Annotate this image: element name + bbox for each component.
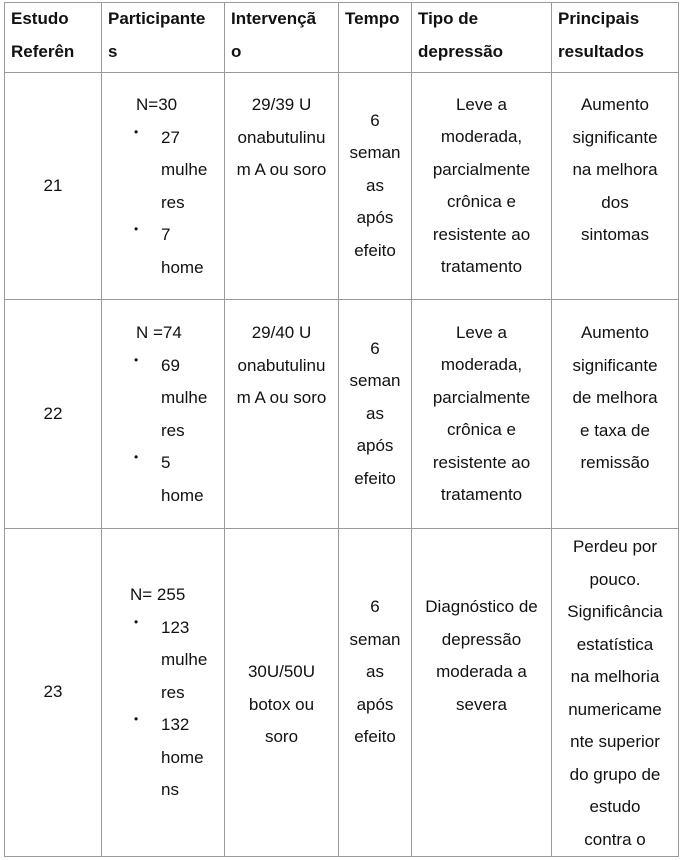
time-cell-line: as xyxy=(366,662,384,681)
participants-group-line: 123 xyxy=(161,617,190,637)
header-line: Referên xyxy=(11,41,75,61)
reference-number: 23 xyxy=(43,682,63,702)
time-cell-line: as xyxy=(366,403,384,423)
header-line: Estudo xyxy=(11,9,69,28)
results-cell-line: contra o xyxy=(584,829,646,849)
time-cell-line: seman xyxy=(349,371,401,391)
intervention-cell-line: botox ou xyxy=(248,694,315,714)
participants-group-line: res xyxy=(161,192,185,212)
depression-type-cell xyxy=(412,300,552,529)
intervention-cell xyxy=(225,529,339,857)
results-cell xyxy=(552,73,679,300)
time-cell-line: seman xyxy=(349,629,401,649)
bullet-icon: • xyxy=(134,712,139,726)
participants-group-line: 7 xyxy=(161,225,171,244)
time-cell-line: 6 xyxy=(370,110,380,130)
intervention-cell-line: 29/39 U xyxy=(251,95,312,114)
bullet-icon: • xyxy=(134,222,139,236)
reference-number: 21 xyxy=(43,175,63,195)
time-cell-line: seman xyxy=(349,143,401,163)
participants-group-line: 69 xyxy=(161,355,180,375)
time-cell-line: as xyxy=(366,175,384,195)
depression-type-cell-line: severa xyxy=(455,694,508,714)
participants-group-line: mulhe xyxy=(161,388,208,407)
results-cell-line: pouco. xyxy=(589,569,641,589)
results-cell-line: numericame xyxy=(568,699,662,719)
participants-group-line: res xyxy=(161,682,185,702)
depression-type-cell-line: resistente ao xyxy=(432,452,531,472)
depression-type-cell-line: resistente ao xyxy=(432,224,531,244)
participants-group-line: res xyxy=(161,420,185,440)
participants-group-line: 5 xyxy=(161,453,171,472)
depression-type-cell-line: crônica e xyxy=(447,192,516,211)
results-cell-line: Perdeu por xyxy=(572,537,658,556)
participants-group-line: 132 xyxy=(161,715,190,734)
header-line: Participante xyxy=(108,9,206,28)
study-table xyxy=(4,2,679,857)
results-cell-line: Aumento xyxy=(580,95,650,114)
time-cell xyxy=(339,300,412,529)
time-cell xyxy=(339,73,412,300)
time-cell-line: efeito xyxy=(354,727,396,746)
header-line: depressão xyxy=(418,41,504,61)
depression-type-cell-line: crônica e xyxy=(447,420,516,439)
bullet-icon: • xyxy=(134,614,139,629)
depression-type-cell-line: moderada a xyxy=(436,662,527,681)
intervention-cell xyxy=(225,300,339,529)
time-cell-line: após xyxy=(356,436,394,456)
participants-group-line: home xyxy=(161,747,204,767)
time-cell xyxy=(339,529,412,857)
header-cell-estudo xyxy=(5,3,102,73)
intervention-cell-line: onabutulinu xyxy=(237,127,326,147)
time-cell-line: 6 xyxy=(370,597,380,616)
header-line: Intervençã xyxy=(231,9,317,28)
depression-type-cell xyxy=(412,529,552,857)
results-cell xyxy=(552,300,679,529)
header-line: o xyxy=(231,41,242,61)
results-cell-line: dos xyxy=(601,192,629,212)
participants-total: N =74 xyxy=(136,323,182,342)
participants-group-line: mulhe xyxy=(161,650,208,669)
header-line: s xyxy=(108,41,118,61)
depression-type-cell-line: Leve a xyxy=(455,322,508,342)
reference-cell xyxy=(5,73,102,300)
results-cell-line: e taxa de xyxy=(580,420,650,440)
participants-group-line: home xyxy=(161,257,204,277)
depression-type-cell-line: tratamento xyxy=(440,257,523,276)
results-cell-line: remissão xyxy=(580,453,650,472)
participants-cell xyxy=(102,300,225,529)
header-line: Tipo de xyxy=(418,9,479,28)
depression-type-cell-line: moderada, xyxy=(440,355,523,374)
results-cell-line: do grupo de xyxy=(569,764,661,784)
reference-cell xyxy=(5,529,102,857)
header-line: Tempo xyxy=(345,9,400,28)
depression-type-cell-line: depressão xyxy=(441,629,522,649)
participants-group-line: ns xyxy=(161,780,179,799)
intervention-cell-line: 30U/50U xyxy=(247,662,316,681)
results-cell-line: significante xyxy=(572,127,658,147)
header-cell-resultados xyxy=(552,3,679,73)
results-cell-line: na melhora xyxy=(572,160,658,179)
intervention-cell-line: soro xyxy=(264,727,299,746)
results-cell-line: estudo xyxy=(589,797,641,816)
results-cell-line: estatística xyxy=(576,634,654,654)
reference-cell xyxy=(5,300,102,529)
time-cell-line: efeito xyxy=(354,240,396,260)
results-cell-line: Significância xyxy=(567,602,663,621)
depression-type-cell-line: parcialmente xyxy=(432,387,531,407)
participants-group-line: 27 xyxy=(161,127,180,147)
header-line: Principais xyxy=(558,9,640,28)
results-cell xyxy=(552,529,679,857)
bullet-icon: • xyxy=(134,352,139,367)
results-cell-line: de melhora xyxy=(572,388,658,407)
results-cell-line: sintomas xyxy=(580,225,650,244)
participants-group-line: home xyxy=(161,485,204,505)
participants-total: N=30 xyxy=(136,95,178,114)
participants-cell xyxy=(102,73,225,300)
intervention-cell xyxy=(225,73,339,300)
header-cell-tipo xyxy=(412,3,552,73)
intervention-cell-line: 29/40 U xyxy=(251,323,312,342)
intervention-cell-line: onabutulinu xyxy=(237,355,326,375)
depression-type-cell-line: Diagnóstico de xyxy=(425,597,538,616)
bullet-icon: • xyxy=(134,450,139,464)
header-line: resultados xyxy=(558,41,644,61)
time-cell-line: após xyxy=(356,208,394,228)
depression-type-cell xyxy=(412,73,552,300)
participants-group-line: mulhe xyxy=(161,160,208,179)
participants-total: N= 255 xyxy=(130,585,186,604)
results-cell-line: Aumento xyxy=(580,323,650,342)
intervention-cell-line: m A ou soro xyxy=(236,388,327,407)
reference-number: 22 xyxy=(43,403,63,423)
results-cell-line: nte superior xyxy=(570,732,660,751)
participants-cell xyxy=(102,529,225,857)
time-cell-line: após xyxy=(356,694,394,714)
depression-type-cell-line: parcialmente xyxy=(432,159,531,179)
time-cell-line: efeito xyxy=(354,468,396,488)
depression-type-cell-line: Leve a xyxy=(455,94,508,114)
bullet-icon: • xyxy=(134,124,139,139)
results-cell-line: significante xyxy=(572,355,658,375)
results-cell-line: na melhoria xyxy=(570,667,660,686)
header-cell-intervencao xyxy=(225,3,339,73)
header-cell-participantes xyxy=(102,3,225,73)
header-cell-tempo xyxy=(339,3,412,73)
depression-type-cell-line: moderada, xyxy=(440,127,523,146)
intervention-cell-line: m A ou soro xyxy=(236,160,327,179)
time-cell-line: 6 xyxy=(370,338,380,358)
depression-type-cell-line: tratamento xyxy=(440,485,523,504)
